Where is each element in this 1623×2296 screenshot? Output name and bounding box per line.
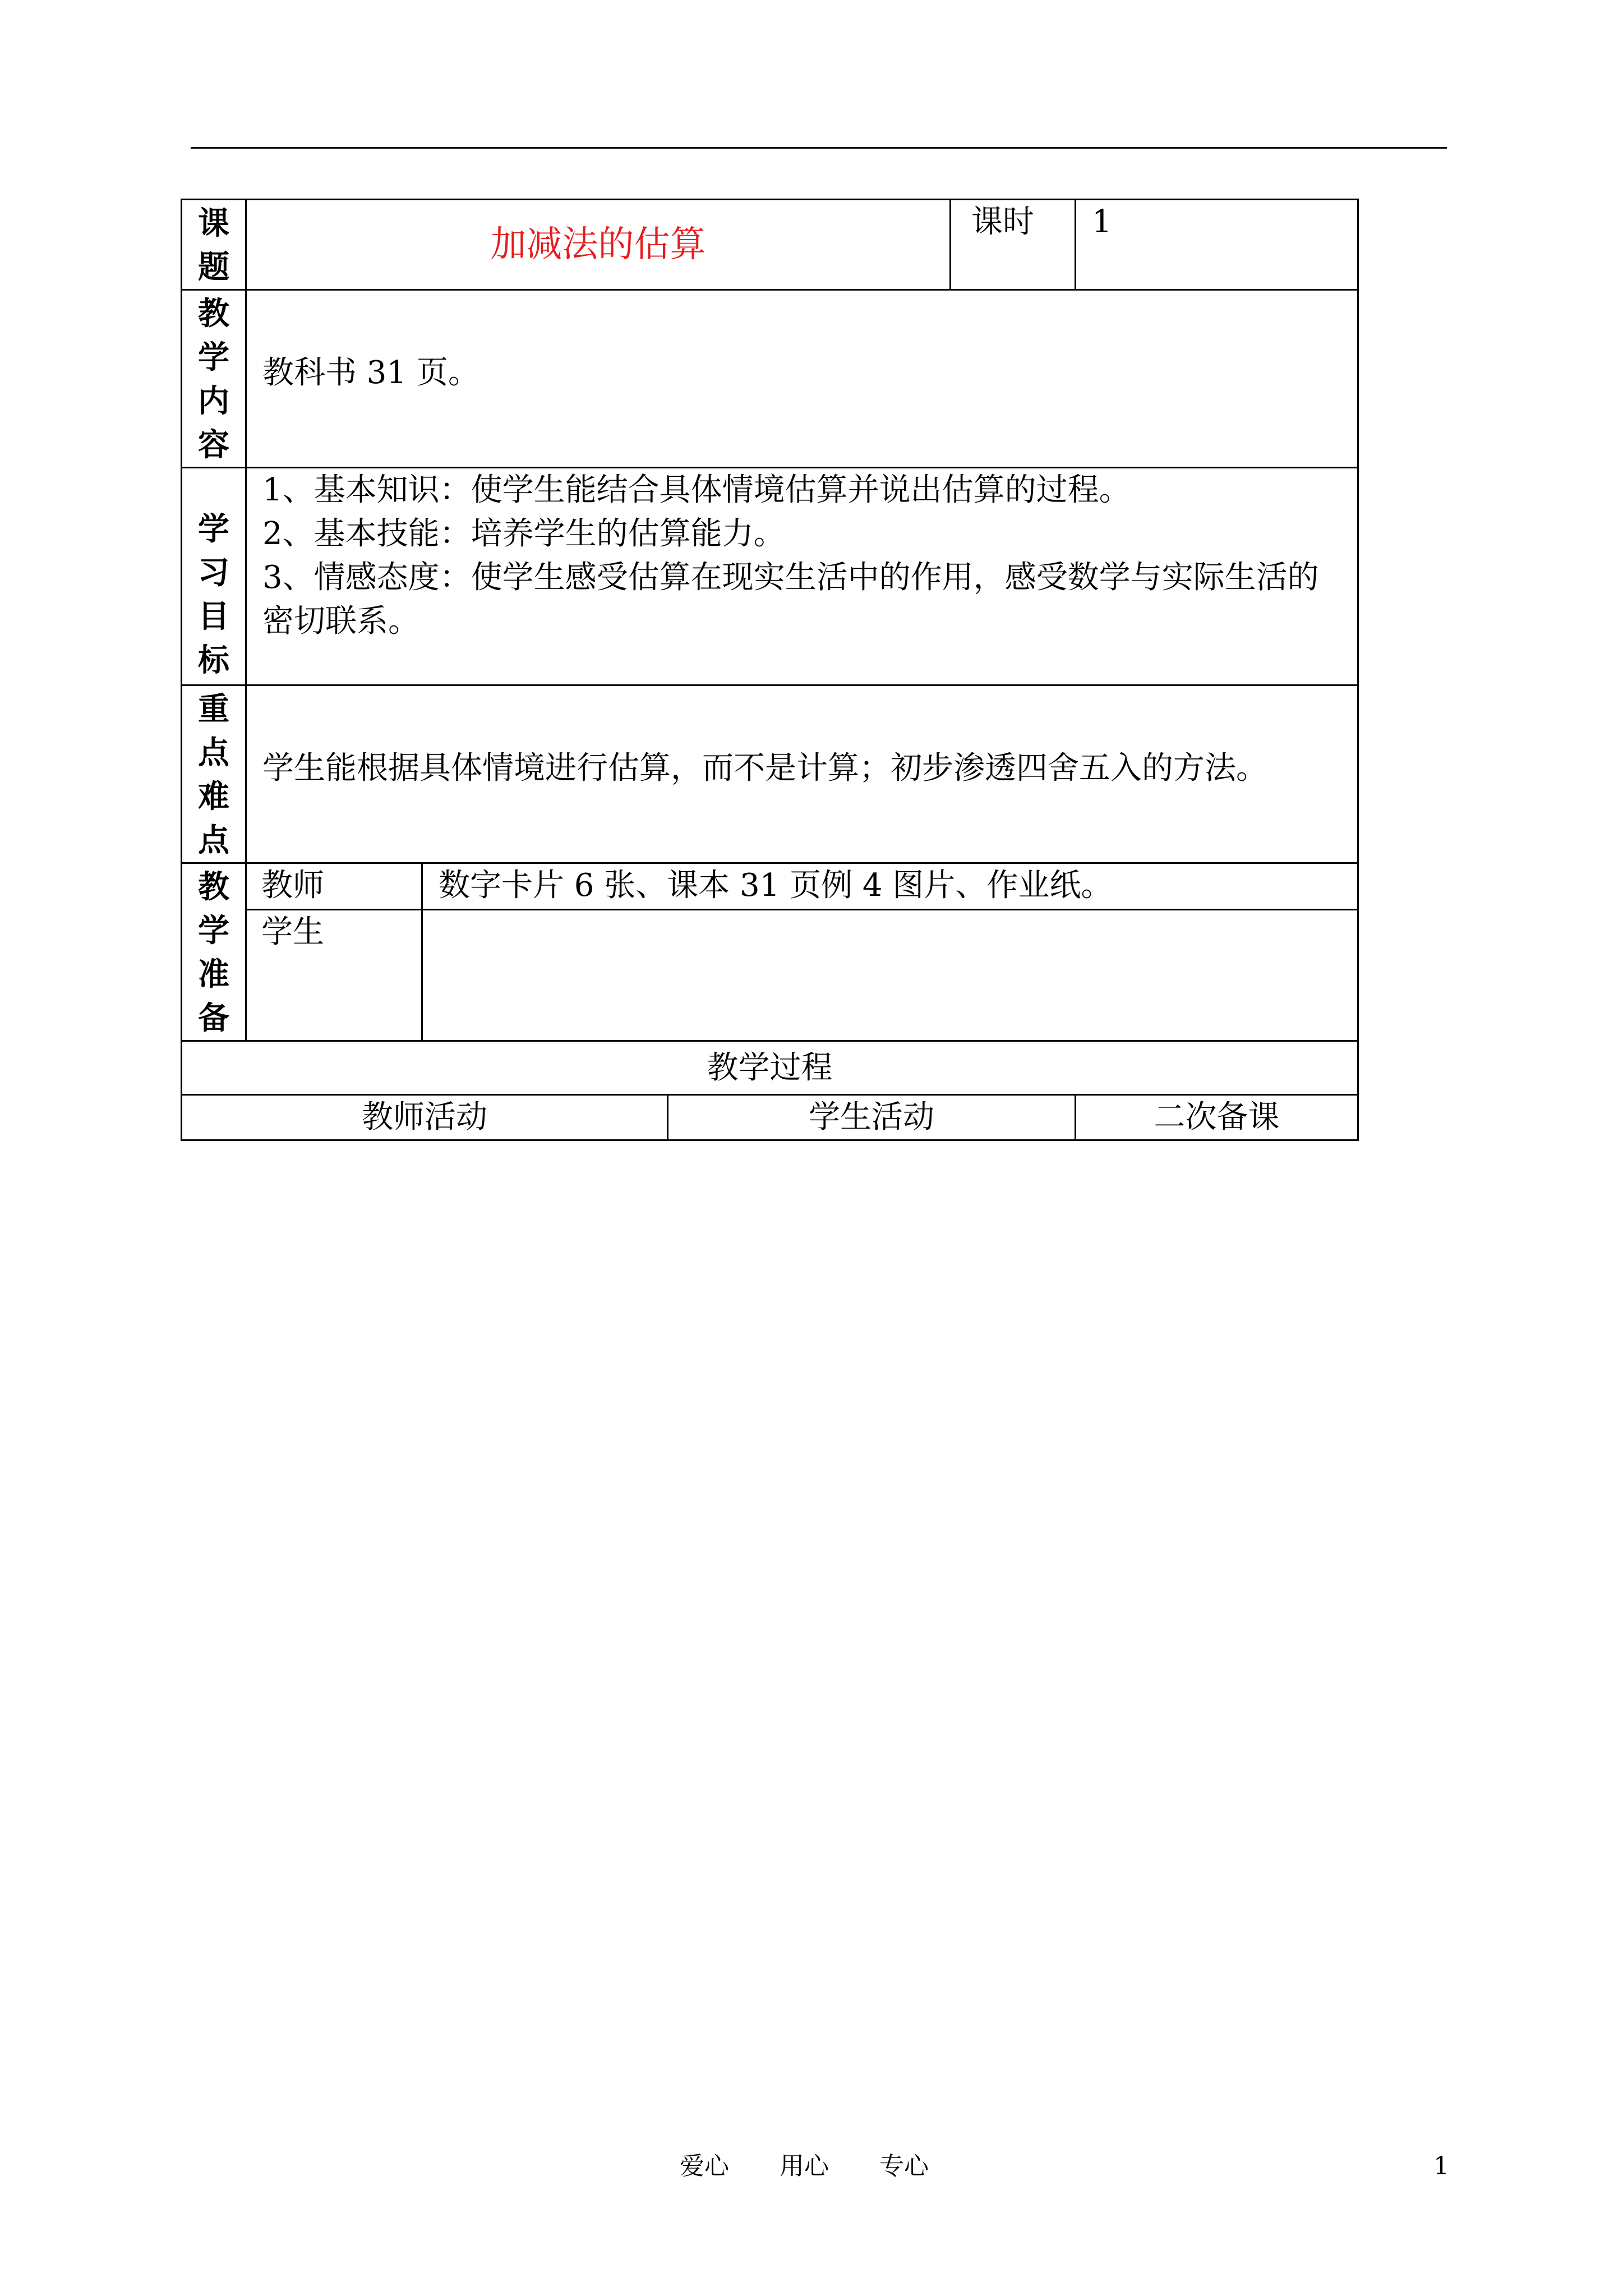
objective-item: 1、基本知识：使学生能结合具体情境估算并说出估算的过程。 <box>262 472 1131 508</box>
column-student-activity: 学生活动 <box>668 1095 1076 1140</box>
content-label: 教 学 内 容 <box>182 290 246 468</box>
prep-teacher-label: 教师 <box>246 863 422 910</box>
period-value: 1 <box>1076 200 1358 290</box>
prep-teacher-value: 数字卡片 6 张、课本 31 页例 4 图片、作业纸。 <box>422 863 1358 910</box>
keypoints-text: 学生能根据具体情境进行估算，而不是计算；初步渗透四舍五入的方法。 <box>246 685 1358 863</box>
keypoints-label: 重 点 难 点 <box>182 685 246 863</box>
objective-item: 2、基本技能：培养学生的估算能力。 <box>262 516 785 552</box>
lesson-title: 加减法的估算 <box>246 200 951 290</box>
prep-student-value <box>422 910 1358 1041</box>
keypoints-row <box>182 685 1358 863</box>
prep-student-row <box>182 910 1358 1041</box>
column-teacher-activity: 教师活动 <box>182 1095 668 1140</box>
topic-label: 课 题 <box>182 200 246 290</box>
topic-row <box>182 200 1358 290</box>
process-header: 教学过程 <box>182 1041 1358 1095</box>
period-label: 课时 <box>951 200 1076 290</box>
page-number: 1 <box>1433 2152 1449 2180</box>
content-text: 教科书 31 页。 <box>246 290 1358 468</box>
objectives-label: 学 习 目 标 <box>182 468 246 685</box>
objective-item: 3、情感态度：使学生感受估算在现实生活中的作用，感受数学与实际生活的密切联系。 <box>262 559 1319 639</box>
preparation-label: 教 学 准 备 <box>182 863 246 1041</box>
prep-teacher-row <box>182 863 1358 910</box>
footer-word: 爱心 <box>680 2152 729 2180</box>
footer-word: 专心 <box>879 2152 929 2180</box>
header-rule <box>191 147 1447 149</box>
content-row <box>182 290 1358 468</box>
prep-student-label: 学生 <box>246 910 422 1041</box>
footer-word: 用心 <box>780 2152 829 2180</box>
column-second-prep: 二次备课 <box>1076 1095 1358 1140</box>
lesson-plan-table <box>181 199 1359 1141</box>
footer-motto <box>680 2150 929 2183</box>
objectives-row <box>182 468 1358 685</box>
process-header-row <box>182 1041 1358 1095</box>
objectives-text <box>246 468 1358 685</box>
process-columns-row <box>182 1095 1358 1140</box>
